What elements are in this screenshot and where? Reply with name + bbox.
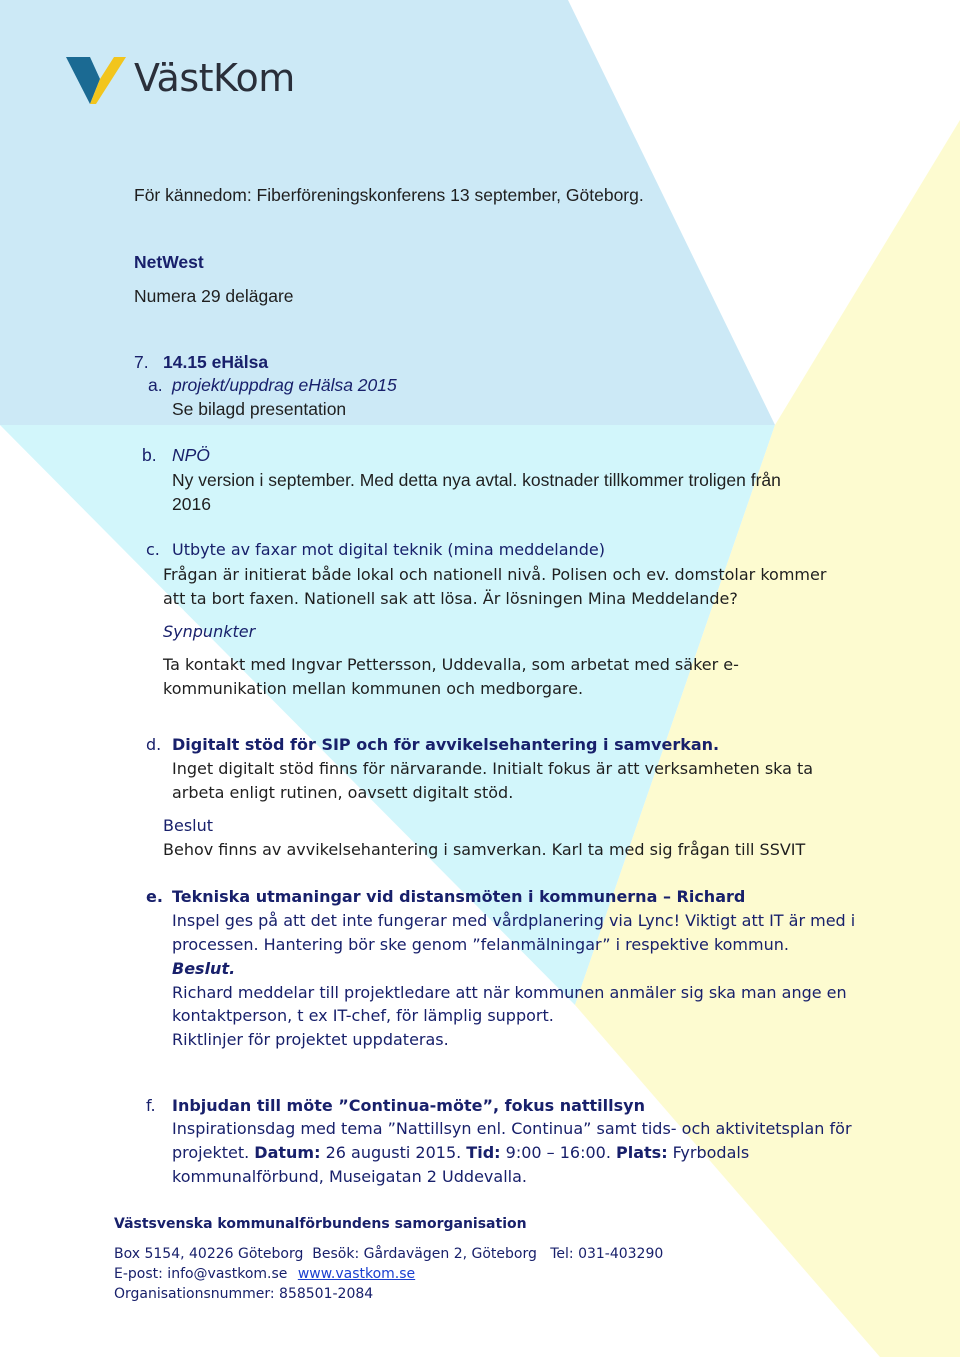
synpunkter-label: Synpunkter	[163, 622, 256, 641]
item-c-label: c.	[146, 540, 160, 559]
footer-website-link[interactable]: www.vastkom.se	[297, 1266, 416, 1282]
tid-label: Tid:	[466, 1143, 501, 1162]
beslut-line: Riktlinjer för projektet uppdateras.	[172, 1030, 449, 1049]
item-b-label: b.	[142, 445, 157, 465]
beslut-line: Richard meddelar till projektledare att när kommunen anmäler sig ska man ange en	[172, 983, 847, 1002]
footer-orgnr: Organisationsnummer: 858501-2084	[114, 1286, 374, 1302]
synpunkter-line: Ta kontakt med Ingvar Pettersson, Uddevalla, som arbetat med säker e-	[163, 655, 739, 674]
vastkom-logo-mark-icon	[64, 52, 130, 108]
plats-label: Plats:	[616, 1143, 668, 1162]
item-a-title: projekt/uppdrag eHälsa 2015	[172, 375, 397, 395]
item-b-title: NPÖ	[172, 445, 210, 465]
item-d-label: d.	[146, 735, 162, 754]
item-e-label: e.	[146, 887, 163, 906]
item-f-label: f.	[146, 1096, 156, 1115]
item-e-line: processen. Hantering bör ske genom ”felanmälningar” i respektive kommun.	[172, 935, 789, 954]
item-f-title: Inbjudan till möte ”Continua-möte”, fokus nattillsyn	[172, 1096, 645, 1115]
logo-wordmark: VästKom	[134, 56, 295, 100]
beslut-text: Behov finns av avvikelsehantering i samverkan. Karl ta med sig frågan till SSVIT	[163, 840, 806, 859]
plats-value: Fyrbodals	[667, 1143, 750, 1162]
item-d-line: Inget digitalt stöd finns för närvarande. Initialt fokus är att verksamheten ska ta	[172, 759, 814, 778]
tid-value: 9:00 – 16:00.	[500, 1143, 617, 1162]
section-title: 14.15 eHälsa	[163, 352, 269, 372]
item-d-line: arbeta enligt rutinen, oavsett digitalt stöd.	[172, 783, 514, 802]
footer-email: E-post: info@vastkom.se	[114, 1266, 288, 1282]
section-number: 7.	[134, 352, 149, 372]
netwest-text: Numera 29 delägare	[134, 286, 294, 306]
item-e-title: Tekniska utmaningar vid distansmöten i kommunerna – Richard	[172, 887, 746, 906]
item-c-title: Utbyte av faxar mot digital teknik (mina meddelande)	[172, 540, 605, 559]
beslut-label: Beslut.	[172, 959, 236, 978]
datum-value: 26 augusti 2015.	[320, 1143, 467, 1162]
intro-text: För kännedom: Fiberföreningskonferens 13 september, Göteborg.	[134, 185, 644, 205]
item-c-line: att ta bort faxen. Nationell sak att lösa. Är lösningen Mina Meddelande?	[163, 589, 738, 608]
item-b-line: Ny version i september. Med detta nya avtal. kostnader tillkommer troligen från	[172, 470, 781, 490]
item-f-details	[172, 1141, 749, 1165]
item-c-line: Frågan är initierat både lokal och nationell nivå. Polisen och ev. domstolar kommer	[163, 565, 827, 584]
item-f-line: Inspirationsdag med tema ”Nattillsyn enl. Continua” samt tids- och aktivitetsplan för	[172, 1119, 852, 1138]
footer-org: Västsvenska kommunalförbundens samorganisation	[114, 1216, 527, 1232]
footer-address: Box 5154, 40226 Göteborg Besök: Gårdavägen 2, Göteborg Tel: 031-403290	[114, 1246, 664, 1262]
datum-label: Datum:	[254, 1143, 321, 1162]
beslut-label: Beslut	[163, 816, 214, 835]
netwest-heading: NetWest	[134, 252, 204, 272]
item-f-line: kommunalförbund, Museigatan 2 Uddevalla.	[172, 1167, 527, 1186]
item-d-title: Digitalt stöd för SIP och för avvikelsehantering i samverkan.	[172, 735, 720, 754]
item-a-label: a.	[148, 375, 163, 395]
footer-contact	[114, 1264, 415, 1284]
item-f-line2-pre: projektet.	[172, 1143, 255, 1162]
item-e-line: Inspel ges på att det inte fungerar med vårdplanering via Lync! Viktigt att IT är med i	[172, 911, 856, 930]
synpunkter-line: kommunikation mellan kommunen och medborgare.	[163, 679, 584, 698]
item-a-text: Se bilagd presentation	[172, 399, 347, 419]
beslut-line: kontaktperson, t ex IT-chef, för lämplig support.	[172, 1006, 554, 1025]
item-b-line: 2016	[172, 494, 211, 514]
